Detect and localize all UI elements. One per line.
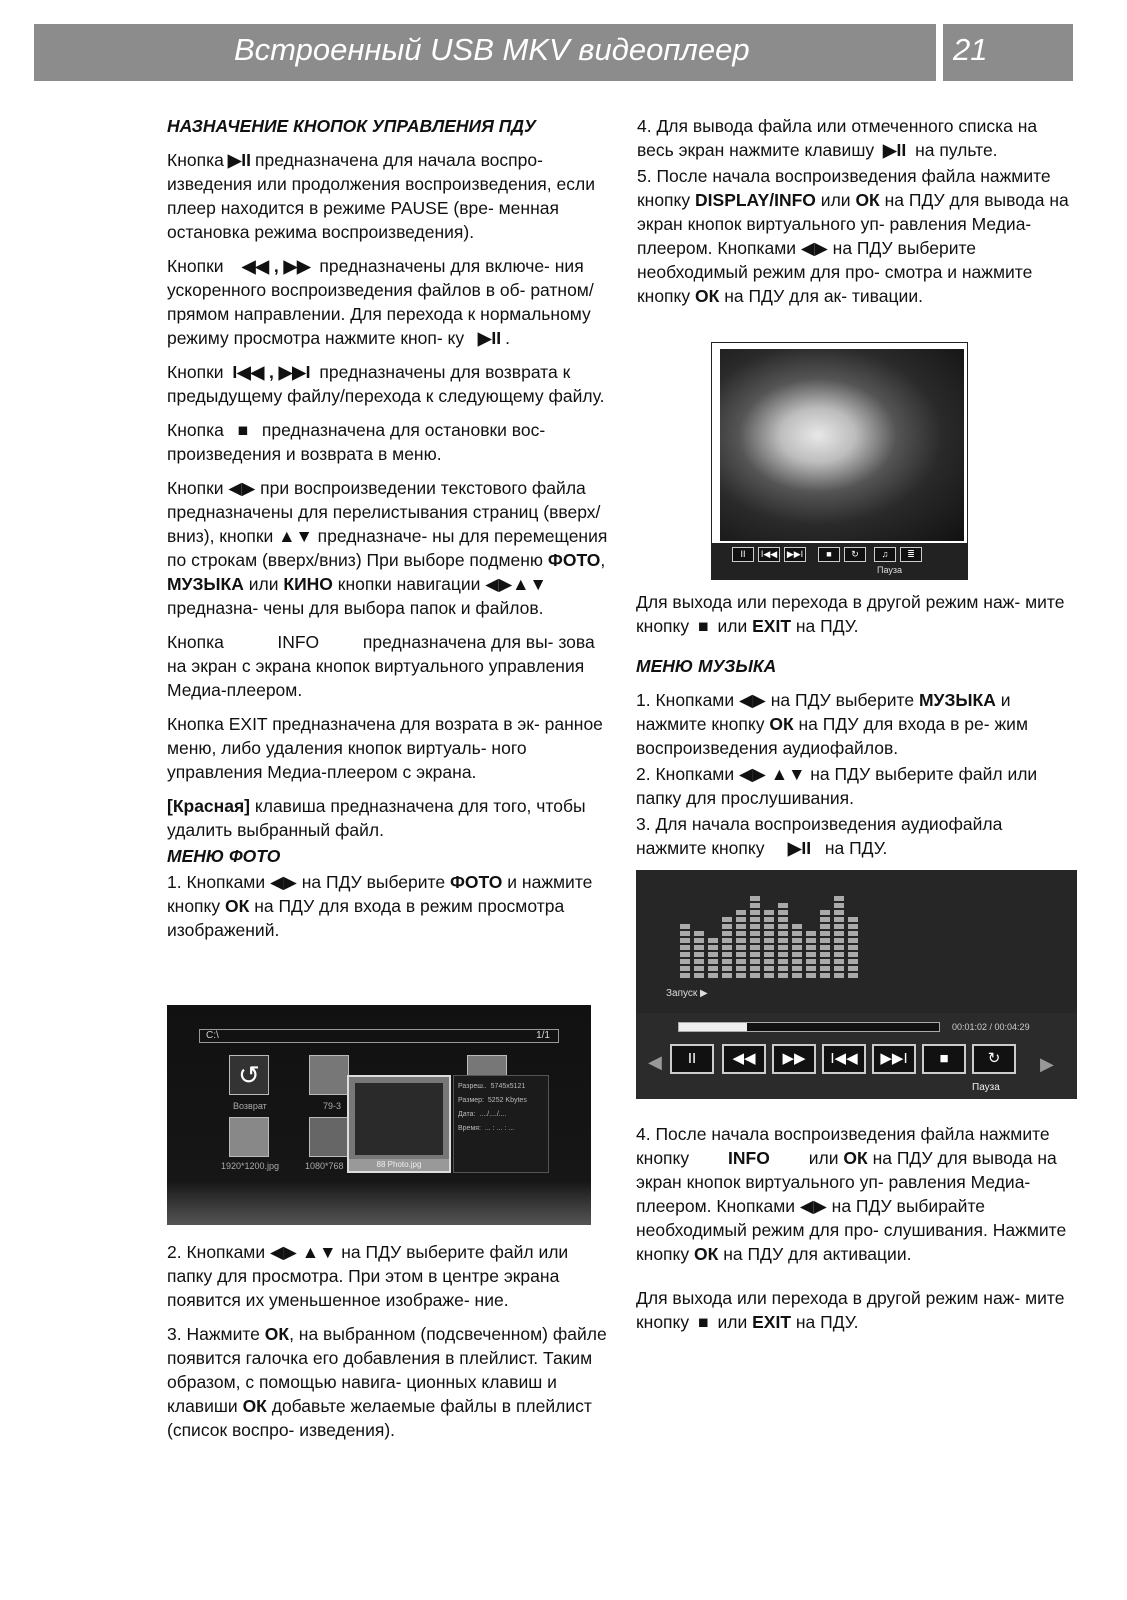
previous-icon[interactable]: I◀◀ <box>758 547 780 562</box>
play-pause-icon: ▶II <box>787 838 812 858</box>
equalizer-cell <box>834 966 844 971</box>
lotus-photo <box>720 349 964 541</box>
thumbnail[interactable] <box>229 1117 269 1157</box>
stop-icon[interactable]: ■ <box>818 547 840 562</box>
preview-filename: 88 Photo.jpg <box>349 1159 449 1171</box>
equalizer-cell <box>750 917 760 922</box>
equalizer-cell <box>778 931 788 936</box>
paragraph-prev-next: Кнопки I◀◀ , ▶▶I предназначены для возврата к предыдущему файлу/перехода к следующему файлу. <box>167 362 605 406</box>
preview-panel <box>347 1075 451 1173</box>
stop-icon: ■ <box>698 616 709 636</box>
equalizer-cell <box>778 910 788 915</box>
equalizer-cell <box>778 917 788 922</box>
equalizer-cell <box>694 945 704 950</box>
page-number-box <box>943 24 1073 81</box>
equalizer-cell <box>694 973 704 978</box>
equalizer-cell <box>680 973 690 978</box>
equalizer-cell <box>834 959 844 964</box>
equalizer-cell <box>764 966 774 971</box>
equalizer-cell <box>680 959 690 964</box>
equalizer-cell <box>736 910 746 915</box>
equalizer-cell <box>750 896 760 901</box>
equalizer-cell <box>722 931 732 936</box>
paragraph-exit-photo: Для выхода или перехода в другой режим наж- мите кнопку ■ или EXIT на ПДУ. <box>636 592 1065 636</box>
equalizer-cell <box>792 952 802 957</box>
paragraph-text-nav: Кнопки ◀▶ при воспроизведении текстового файла предназначены для перелистывания страниц (вверх/вниз), кнопки ▲▼ предназначе- ны для перемещения по строкам (вверх/вниз) При выборе подменю ФОТО, МУЗЫКА или КИНО кнопки навигации ◀▶▲▼ предназна- чены для выбора папок и файлов. <box>167 478 608 618</box>
equalizer-cell <box>848 973 858 978</box>
equalizer-cell <box>820 910 830 915</box>
paragraph-photo-2: 2. Кнопками ◀▶ ▲▼ на ПДУ выберите файл или папку для просмотра. При этом в центре экрана появится их уменьшенное изображе- ние. <box>167 1242 569 1310</box>
equalizer-cell <box>820 924 830 929</box>
equalizer-cell <box>708 966 718 971</box>
equalizer-cell <box>764 938 774 943</box>
equalizer-cell <box>834 924 844 929</box>
equalizer-cell <box>848 966 858 971</box>
equalizer-cell <box>778 966 788 971</box>
equalizer-cell <box>750 959 760 964</box>
equalizer-cell <box>778 973 788 978</box>
equalizer-cell <box>736 924 746 929</box>
equalizer-cell <box>834 903 844 908</box>
equalizer-cell <box>750 910 760 915</box>
equalizer-cell <box>708 945 718 950</box>
pause-label: Пауза <box>877 565 903 575</box>
section-heading-buttons: НАЗНАЧЕНИЕ КНОПОК УПРАВЛЕНИЯ ПДУ <box>167 116 536 136</box>
previous-icon[interactable]: I◀◀ <box>822 1044 866 1074</box>
left-arrow-icon[interactable]: ◀ <box>648 1052 662 1072</box>
stop-icon[interactable]: ■ <box>922 1044 966 1074</box>
paragraph-exit: Кнопка EXIT предназначена для возрата в эк- ранное меню, либо удаления кнопок виртуаль- ного управления Медиа-плеером с экрана. <box>167 714 603 782</box>
equalizer-cell <box>736 931 746 936</box>
equalizer-cell <box>694 966 704 971</box>
equalizer-cell <box>820 973 830 978</box>
equalizer-cell <box>764 917 774 922</box>
equalizer-cell <box>792 924 802 929</box>
equalizer-cell <box>680 938 690 943</box>
equalizer-cell <box>834 945 844 950</box>
equalizer-cell <box>764 952 774 957</box>
control-bar <box>712 543 967 579</box>
music-icon[interactable]: ♫ <box>874 547 896 562</box>
music-player-screenshot <box>636 870 1077 1099</box>
header-bar <box>34 24 936 81</box>
pause-icon[interactable]: II <box>670 1044 714 1074</box>
equalizer-cell <box>722 952 732 957</box>
equalizer-cell <box>750 924 760 929</box>
equalizer-cell <box>722 959 732 964</box>
equalizer-cell <box>820 966 830 971</box>
equalizer-cell <box>680 966 690 971</box>
equalizer-cell <box>736 959 746 964</box>
paragraph-stop: Кнопка ■ предназначена для остановки вос- произведения и возврата в меню. <box>167 420 546 464</box>
equalizer-cell <box>792 959 802 964</box>
right-column <box>637 114 1077 318</box>
equalizer-cell <box>834 917 844 922</box>
equalizer-cell <box>694 952 704 957</box>
equalizer-cell <box>708 938 718 943</box>
equalizer-cell <box>708 973 718 978</box>
equalizer-cell <box>848 945 858 950</box>
play-pause-icon: ▶II <box>883 140 907 160</box>
equalizer-area <box>636 870 1077 1013</box>
photo-viewer-screenshot <box>711 342 968 580</box>
equalizer-cell <box>848 938 858 943</box>
start-label: Запуск ▶ <box>666 988 708 999</box>
equalizer-cell <box>848 917 858 922</box>
equalizer-cell <box>722 973 732 978</box>
prev-next-icon: I◀◀ , ▶▶I <box>232 362 311 382</box>
paragraph-rewind: Кнопки ◀◀ , ▶▶ предназначены для включе- ния ускоренного воспроизведения файлов в об- ратном/прямом направлении. Для перехода к нормальному режиму просмотра нажмите кноп- ку ▶II . <box>167 256 594 348</box>
paragraph-music-1: 1. Кнопками ◀▶ на ПДУ выберите МУЗЫКА и нажмите кнопку ОК на ПДУ для входа в ре- жим воспроизведения аудиофайлов. <box>636 690 1028 758</box>
monitor-icon <box>355 1083 443 1155</box>
equalizer-cell <box>750 938 760 943</box>
equalizer-cell <box>806 973 816 978</box>
equalizer-cell <box>806 959 816 964</box>
equalizer-cell <box>694 938 704 943</box>
thumbnail[interactable] <box>309 1055 349 1095</box>
page-number: 21 <box>953 32 988 67</box>
info-label: INFO <box>277 632 320 652</box>
equalizer-cell <box>792 938 802 943</box>
pause-icon[interactable]: II <box>732 547 754 562</box>
equalizer-cell <box>806 966 816 971</box>
equalizer-cell <box>764 931 774 936</box>
equalizer-cell <box>834 910 844 915</box>
equalizer-cell <box>806 952 816 957</box>
file-info-panel: Разреш.. 5745x5121 Размер: 5252 Kbytes Дата: ..../..../.... Время: ... : ... : ... <box>453 1075 549 1173</box>
paragraph-info: Кнопка INFO предназначена для вы- зова на экран с экрана кнопок виртуального управления Медиа-плеером. <box>167 632 595 700</box>
page-count: 1/1 <box>536 1030 550 1041</box>
left-column <box>167 114 612 952</box>
equalizer-cell <box>820 945 830 950</box>
equalizer-cell <box>848 952 858 957</box>
equalizer-cell <box>848 931 858 936</box>
paragraph-music-3: 3. Для начала воспроизведения аудиофайла нажмите кнопку ▶II на ПДУ. <box>636 814 1003 858</box>
right-column-bottom <box>636 1122 1077 1344</box>
equalizer-cell <box>764 924 774 929</box>
equalizer-cell <box>722 924 732 929</box>
equalizer-cell <box>764 910 774 915</box>
equalizer-cell <box>680 931 690 936</box>
pause-label: Пауза <box>972 1082 1000 1093</box>
equalizer-cell <box>848 924 858 929</box>
equalizer-cell <box>708 959 718 964</box>
equalizer-cell <box>764 973 774 978</box>
equalizer-cell <box>792 931 802 936</box>
equalizer-cell <box>722 945 732 950</box>
progress-bar[interactable] <box>678 1022 940 1032</box>
equalizer-cell <box>778 924 788 929</box>
equalizer-cell <box>708 952 718 957</box>
section-heading-music: МЕНЮ МУЗЫКА <box>636 656 777 676</box>
equalizer-cell <box>820 959 830 964</box>
left-column-bottom <box>167 1240 612 1452</box>
equalizer-cell <box>806 931 816 936</box>
equalizer-cell <box>736 952 746 957</box>
equalizer-cell <box>750 945 760 950</box>
equalizer-cell <box>834 896 844 901</box>
paragraph-photo-3: 3. Нажмите ОК, на выбранном (подсвеченном) файле появится галочка его добавления в плейлист. Таким образом, с помощью навига- ционных клавиш и клавиши ОК добавьте желаемые файлы в плейлист (список воспро- изведения). <box>167 1324 607 1440</box>
repeat-icon[interactable]: ↻ <box>972 1044 1016 1074</box>
equalizer-cell <box>694 931 704 936</box>
paragraph-music-4: 4. После начала воспроизведения файла нажмите кнопку INFO или ОК на ПДУ для вывода на экран кнопок виртуального уп- равления Медиа-плеером. Кнопками ◀▶ на ПДУ выбирайте необходимый режим для про- слушивания. Нажмите кнопку ОК на ПДУ для активации. <box>636 1124 1067 1264</box>
equalizer-cell <box>778 938 788 943</box>
paragraph-red: [Красная] клавиша предназначена для того, чтобы удалить выбранный файл. <box>167 796 586 840</box>
thumbnail-label: 1080*768 <box>305 1161 344 1171</box>
equalizer-cell <box>736 938 746 943</box>
equalizer-cell <box>764 945 774 950</box>
stop-icon: ■ <box>237 420 249 440</box>
equalizer-cell <box>834 938 844 943</box>
equalizer-cell <box>792 945 802 950</box>
equalizer-cell <box>750 903 760 908</box>
rewind-forward-icon: ◀◀ , ▶▶ <box>242 256 311 276</box>
play-pause-icon: ▶II <box>477 328 502 348</box>
right-column-middle <box>636 590 1077 862</box>
equalizer-cell <box>722 917 732 922</box>
equalizer-cell <box>694 959 704 964</box>
equalizer-cell <box>680 945 690 950</box>
repeat-icon[interactable]: ↻ <box>844 547 866 562</box>
equalizer-cell <box>834 931 844 936</box>
equalizer-cell <box>736 917 746 922</box>
section-heading-photo: МЕНЮ ФОТО <box>167 846 281 866</box>
path-bar: C:\ 1/1 <box>199 1029 559 1043</box>
equalizer-cell <box>750 931 760 936</box>
equalizer-cell <box>764 959 774 964</box>
thumbnail[interactable] <box>309 1117 349 1157</box>
paragraph-music-2: 2. Кнопками ◀▶ ▲▼ на ПДУ выберите файл или папку для прослушивания. <box>636 764 1038 808</box>
stop-icon: ■ <box>698 1312 709 1332</box>
equalizer-cell <box>792 966 802 971</box>
forward-icon[interactable]: ▶▶ <box>772 1044 816 1074</box>
equalizer-cell <box>736 945 746 950</box>
equalizer-cell <box>848 959 858 964</box>
playback-time: 00:01:02 / 00:04:29 <box>952 1022 1030 1032</box>
equalizer-cell <box>820 952 830 957</box>
equalizer-cell <box>806 945 816 950</box>
progress-fill <box>679 1023 747 1031</box>
paragraph-display-info: 5. После начала воспроизведения файла нажмите кнопку DISPLAY/INFO или ОК на ПДУ для вывода на экран кнопок виртуального уп- равления Медиа-плеером. Кнопками ◀▶ на ПДУ выберите необходимый режим для про- смотра и нажмите кнопку ОК на ПДУ для ак- тивации. <box>637 166 1069 306</box>
equalizer-cell <box>778 952 788 957</box>
equalizer-cell <box>778 903 788 908</box>
back-folder-icon[interactable]: ↺ <box>229 1055 269 1095</box>
right-arrow-icon[interactable]: ▶ <box>1040 1054 1054 1074</box>
equalizer-cell <box>792 973 802 978</box>
equalizer-cell <box>778 945 788 950</box>
equalizer-cell <box>736 966 746 971</box>
page-title: Встроенный USB MKV видеоплеер <box>234 32 750 67</box>
equalizer-cell <box>722 966 732 971</box>
equalizer-cell <box>680 924 690 929</box>
equalizer-cell <box>806 938 816 943</box>
equalizer-cell <box>834 973 844 978</box>
rewind-icon[interactable]: ◀◀ <box>722 1044 766 1074</box>
next-icon[interactable]: ▶▶I <box>872 1044 916 1074</box>
equalizer-cell <box>820 938 830 943</box>
play-pause-icon: ▶II <box>227 150 252 170</box>
paragraph-photo-1: 1. Кнопками ◀▶ на ПДУ выберите ФОТО и нажмите кнопку ОК на ПДУ для входа в режим просмотра изображений. <box>167 872 593 940</box>
equalizer-cell <box>680 952 690 957</box>
paragraph-exit-music: Для выхода или перехода в другой режим наж- мите кнопку ■ или EXIT на ПДУ. <box>636 1288 1065 1332</box>
equalizer-cell <box>750 966 760 971</box>
equalizer-cell <box>820 931 830 936</box>
equalizer-cell <box>750 973 760 978</box>
equalizer-cell <box>834 952 844 957</box>
equalizer-cell <box>750 952 760 957</box>
paragraph-play: Кнопка ▶II предназначена для начала воспро- изведения или продолжения воспроизведения, если плеер находится в режиме PAUSE (вре- менная остановка режима воспроизведения). <box>167 150 595 242</box>
back-label: Возврат <box>233 1101 267 1111</box>
equalizer-cell <box>736 973 746 978</box>
equalizer-cell <box>820 917 830 922</box>
equalizer-cell <box>722 938 732 943</box>
paragraph-fullscreen: 4. Для вывода файла или отмеченного списка на весь экран нажмите клавишу ▶II на пульте. <box>637 116 1038 160</box>
photo-browser-screenshot <box>167 1005 591 1225</box>
thumbnail-label: 79-3 <box>323 1101 342 1111</box>
next-icon[interactable]: ▶▶I <box>784 547 806 562</box>
equalizer-cell <box>778 959 788 964</box>
thumbnail-label: 1920*1200.jpg <box>221 1161 280 1171</box>
playlist-icon[interactable]: ≣ <box>900 547 922 562</box>
